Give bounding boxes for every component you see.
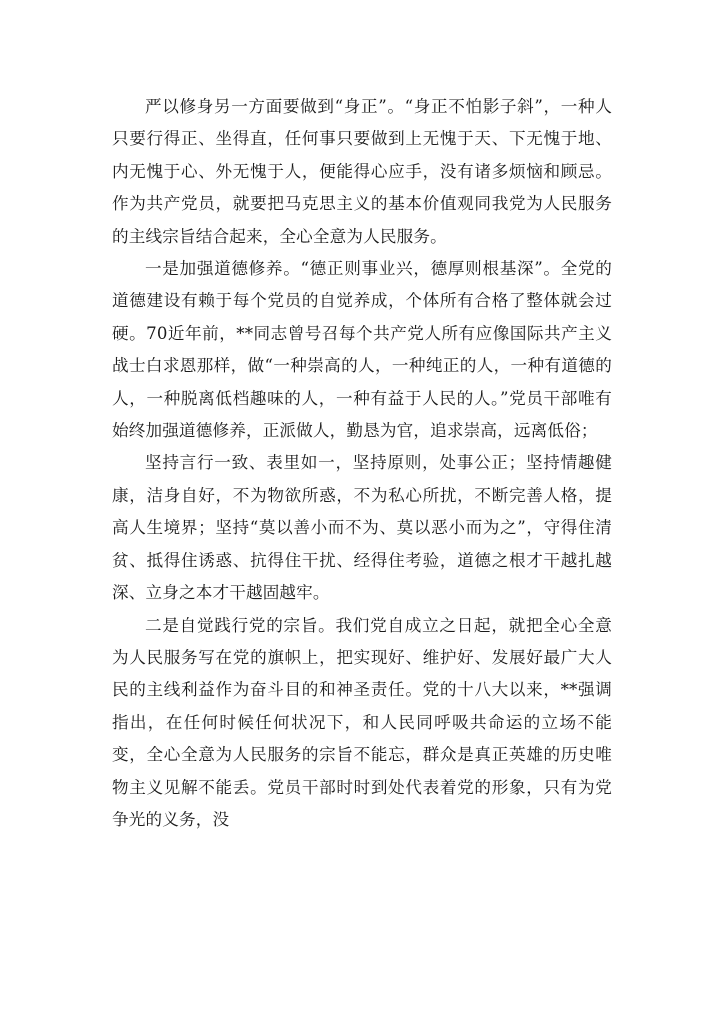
paragraph-integrity: 坚持言行一致、表里如一，坚持原则，处事公正；坚持情趣健康，洁身自好，不为物欲所惑，不为私心所扰，不断完善人格，提高人生境界；坚持“莫以善小而不为、莫以恶小而为之”，守得住清贫、抵得住诱惑、抗得住干扰、经得住考验，道德之根才干越扎越深、立身之本才干越固越牢。	[112, 453, 612, 603]
paragraph-moral-cultivation: 一是加强道德修养。“德正则事业兴，德厚则根基深”。全党的道德建设有赖于每个党员的自觉养成，个体所有合格了整体就会过硬。70近年前，**同志曾号召每个共产党人所有应像国际共产主义战士白求恩那样，做“一种崇高的人，一种纯正的人，一种有道德的人，一种脱离低档趣味的人，一种有益于人民的人。”党员干部唯有始终加强道德修养，正派做人，勤恳为官，追求崇高，远离低俗；	[112, 259, 612, 441]
paragraph-self-cultivation: 严以修身另一方面要做到“身正”。“身正不怕影子斜”，一种人只要行得正、坐得直，任何事只要做到上无愧于天、下无愧于地、内无愧于心、外无愧于人，便能得心应手，没有诸多烦恼和顾忌。作为共产党员，就要把马克思主义的基本价值观同我党为人民服务的主线宗旨结合起来，全心全意为人民服务。	[112, 97, 612, 246]
paragraph-party-purpose: 二是自觉践行党的宗旨。我们党自成立之日起，就把全心全意为人民服务写在党的旗帜上，把实现好、维护好、发展好最广大人民的主线利益作为奋斗目的和神圣责任。党的十八大以来，**强调指出，在任何时候任何状况下，和人民同呼吸共命运的立场不能变，全心全意为人民服务的宗旨不能忘，群众是真正英雄的历史唯物主义见解不能丢。党员干部时时到处代表着党的形象，只有为党争光的义务，没	[112, 615, 612, 829]
document-body	[112, 91, 612, 836]
